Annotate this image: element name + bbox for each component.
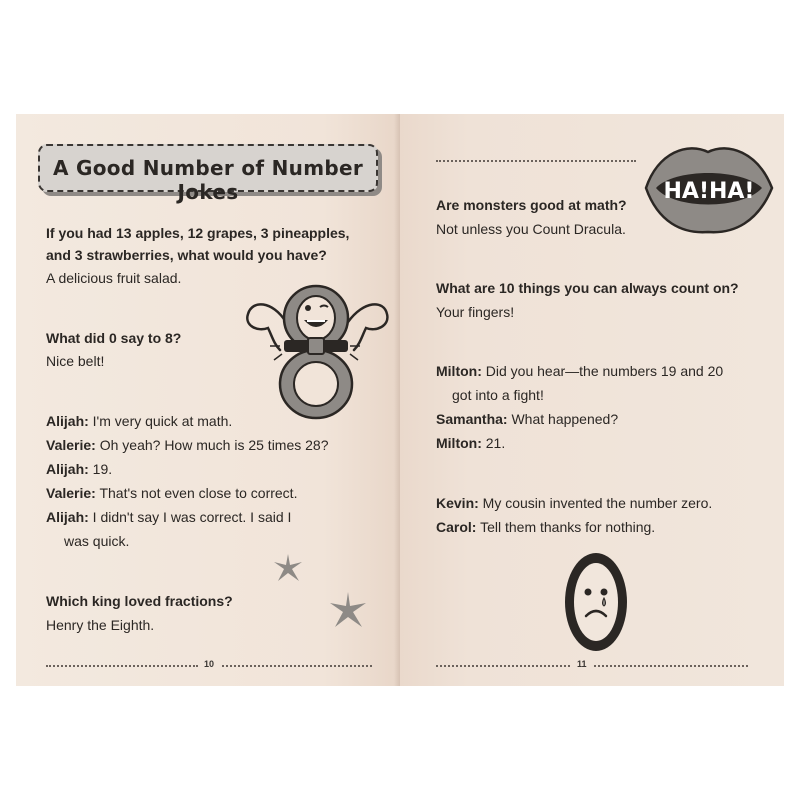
dialogue-line: Alijah: 19. <box>46 461 113 477</box>
dialogue-line: Alijah: I didn't say I was correct. I said I <box>46 509 292 525</box>
joke-answer: Not unless you Count Dracula. <box>436 221 626 237</box>
dialogue-line: Samantha: What happened? <box>436 411 619 427</box>
joke-question: What did 0 say to 8? <box>46 330 182 346</box>
footer-rule <box>594 665 748 667</box>
chapter-title-box <box>38 144 378 204</box>
dialogue-continuation: was quick. <box>64 533 130 549</box>
joke-question: If you had 13 apples, 12 grapes, 3 pineapples, <box>46 225 350 241</box>
page-number: 11 <box>577 659 587 669</box>
dialogue-continuation: got into a fight! <box>452 387 544 403</box>
number-eight-belt-illustration <box>242 280 394 422</box>
star-icon <box>272 552 304 584</box>
laughing-mouth-illustration <box>638 138 778 238</box>
footer-rule <box>46 665 198 667</box>
dialogue-line: Carol: Tell them thanks for nothing. <box>436 519 656 535</box>
header-rule <box>436 160 636 162</box>
left-page <box>16 114 400 686</box>
open-book <box>16 114 784 686</box>
right-page <box>400 114 784 686</box>
joke-answer: Nice belt! <box>46 353 105 369</box>
star-icon <box>328 590 368 630</box>
dialogue-line: Valerie: That's not even close to correct. <box>46 485 298 501</box>
joke-answer: A delicious fruit salad. <box>46 270 182 286</box>
joke-question: and 3 strawberries, what would you have? <box>46 247 327 263</box>
sad-zero-illustration <box>562 550 630 654</box>
footer-rule <box>222 665 372 667</box>
mouth-text: HA!HA! <box>663 179 755 204</box>
dialogue-line: Milton: Did you hear—the numbers 19 and 20 <box>436 363 724 379</box>
joke-answer: Your fingers! <box>436 304 515 320</box>
dialogue-line: Kevin: My cousin invented the number zero. <box>436 495 713 511</box>
chapter-title: A Good Number of Number Jokes <box>52 156 363 204</box>
joke-answer: Henry the Eighth. <box>46 617 155 633</box>
page-number: 10 <box>204 659 215 669</box>
dialogue-line: Milton: 21. <box>436 435 506 451</box>
joke-question: Are monsters good at math? <box>436 197 627 213</box>
joke-question: Which king loved fractions? <box>46 593 233 609</box>
joke-question: What are 10 things you can always count on? <box>436 280 739 296</box>
dialogue-line: Alijah: I'm very quick at math. <box>46 413 233 429</box>
dialogue-line: Valerie: Oh yeah? How much is 25 times 28? <box>46 437 329 453</box>
footer-rule <box>436 665 570 667</box>
